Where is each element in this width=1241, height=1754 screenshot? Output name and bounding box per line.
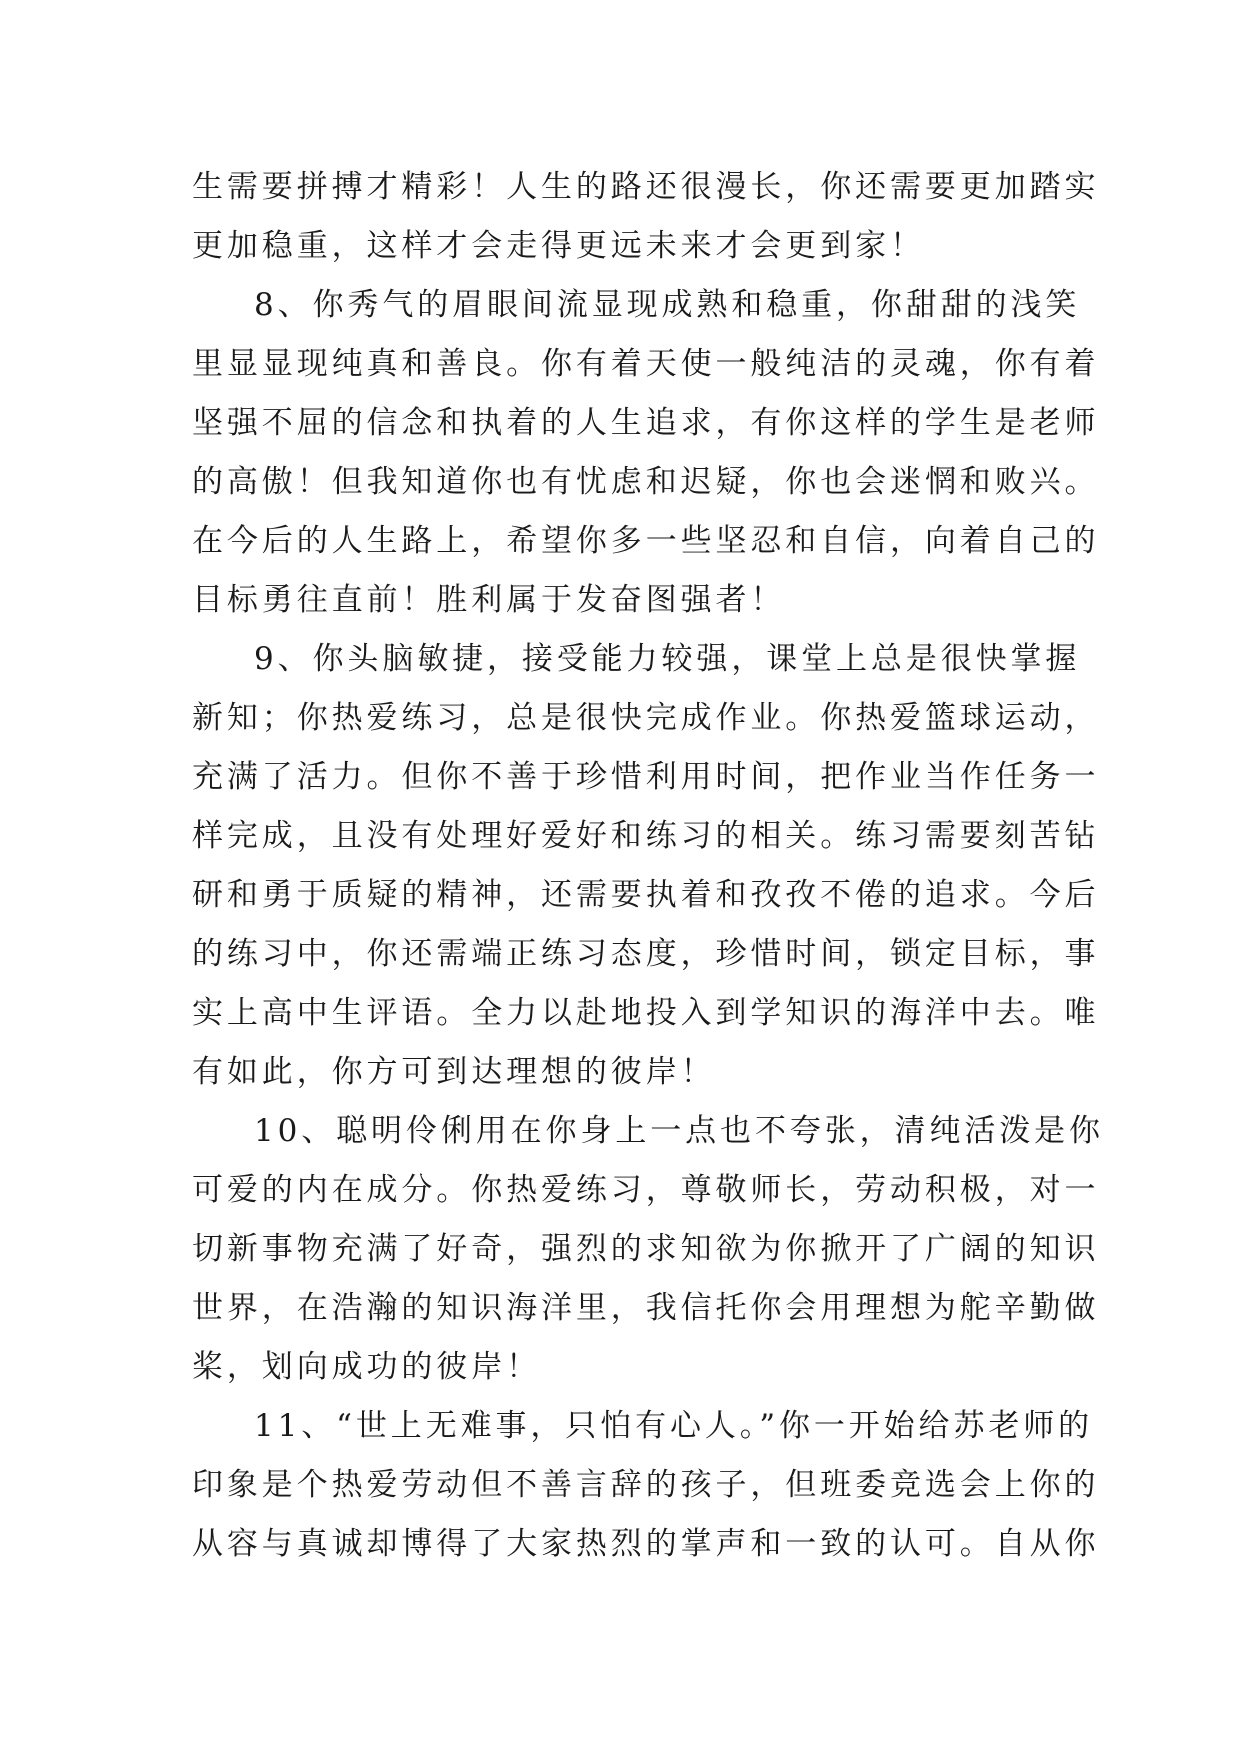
document-body xyxy=(192,158,1104,1574)
paragraph-start-line: 11、“世上无难事，只怕有心人。”你一开始给苏老师的 xyxy=(254,1408,1094,1444)
text-line: 世界，在浩瀚的知识海洋里，我信托你会用理想为舵辛勤做 xyxy=(192,1290,1100,1326)
text-line: 实上高中生评语。全力以赴地投入到学知识的海洋中去。唯 xyxy=(192,995,1100,1031)
text-line: 有如此，你方可到达理想的彼岸！ xyxy=(192,1054,716,1090)
text-line: 切新事物充满了好奇，强烈的求知欲为你掀开了广阔的知识 xyxy=(192,1231,1100,1267)
text-line: 的练习中，你还需端正练习态度，珍惜时间，锁定目标，事 xyxy=(192,936,1100,972)
text-line: 研和勇于质疑的精神，还需要执着和孜孜不倦的追求。今后 xyxy=(192,877,1100,913)
text-line: 从容与真诚却博得了大家热烈的掌声和一致的认可。自从你 xyxy=(192,1526,1100,1562)
text-line: 生需要拼搏才精彩！人生的路还很漫长，你还需要更加踏实 xyxy=(192,169,1100,205)
text-line: 在今后的人生路上，希望你多一些坚忍和自信，向着自己的 xyxy=(192,523,1100,559)
text-line: 目标勇往直前！胜利属于发奋图强者！ xyxy=(192,582,786,618)
text-line: 里显显现纯真和善良。你有着天使一般纯洁的灵魂，你有着 xyxy=(192,346,1100,382)
paragraph-start-line: 9、你头脑敏捷，接受能力较强，课堂上总是很快掌握 xyxy=(254,641,1081,677)
text-line: 充满了活力。但你不善于珍惜利用时间，把作业当作任务一 xyxy=(192,759,1100,795)
paragraph-start-line: 10、聪明伶俐用在你身上一点也不夸张，清纯活泼是你 xyxy=(254,1113,1104,1149)
paragraph-start-line: 8、你秀气的眉眼间流显现成熟和稳重，你甜甜的浅笑 xyxy=(254,287,1081,323)
text-line: 新知；你热爱练习，总是很快完成作业。你热爱篮球运动， xyxy=(192,700,1100,736)
text-line: 可爱的内在成分。你热爱练习，尊敬师长，劳动积极，对一 xyxy=(192,1172,1100,1208)
text-line: 桨，划向成功的彼岸！ xyxy=(192,1349,541,1385)
text-line: 的高傲！但我知道你也有忧虑和迟疑，你也会迷惘和败兴。 xyxy=(192,464,1100,500)
text-line: 坚强不屈的信念和执着的人生追求，有你这样的学生是老师 xyxy=(192,405,1100,441)
text-line: 印象是个热爱劳动但不善言辞的孩子，但班委竞选会上你的 xyxy=(192,1467,1100,1503)
text-line: 样完成，且没有处理好爱好和练习的相关。练习需要刻苦钻 xyxy=(192,818,1100,854)
text-line: 更加稳重，这样才会走得更远未来才会更到家！ xyxy=(192,228,925,264)
